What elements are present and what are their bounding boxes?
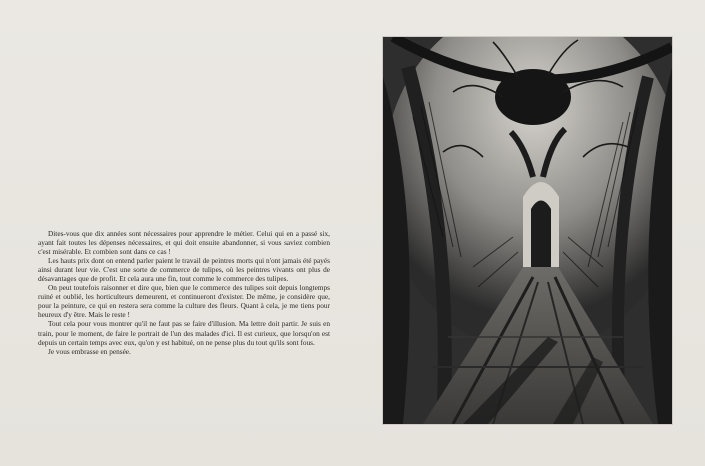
closing-line: Je vous embrasse en pensée. [48,346,131,356]
etching-plate [383,37,672,424]
paragraph-1: Dites-vous que dix années sont nécessaires pour apprendre le métier. Celui qui en a passé six, ayant fait toutes les dépenses nécessaires, et qui doit ensuite abandonner, si vous saviez combien c'est misérable. Et combien sont dans ce cas ! [38,229,330,257]
letter-text [38,229,330,356]
paragraph-3: On peut toutefois raisonner et dire que, bien que le commerce des tulipes soit depuis longtemps ruiné et oublié, les horticulteurs demeurent, et continueront d'exister. De même, je considère que, pour la peinture, ce qui en restera sera comme la culture des fleurs. Quant à cela, je me tiens pour heureux d'y être. Mais le reste ! [38,283,330,320]
paragraph-4: Tout cela pour vous montrer qu'il ne faut pas se faire d'illusion. Ma lettre doit partir. Je suis en train, pour le moment, de faire le portrait de l'un des malades d'ici. Il est curieux, que lorsqu'on est depuis un certain temps avec eux, qu'on y est habitué, on ne pense plus du tout qu'ils sont fous. [38,319,330,347]
paragraph-2: Les hauts prix dont on entend parler paient le travail de peintres morts qui n'ont jamais été payés ainsi durant leur vie. C'est une sorte de commerce de tulipes, où les peintres vivants ont plus de désavantages que de profit. Et cela aura une fin, tout comme le commerce des tulipes. [38,256,330,284]
etching-image [383,37,672,424]
